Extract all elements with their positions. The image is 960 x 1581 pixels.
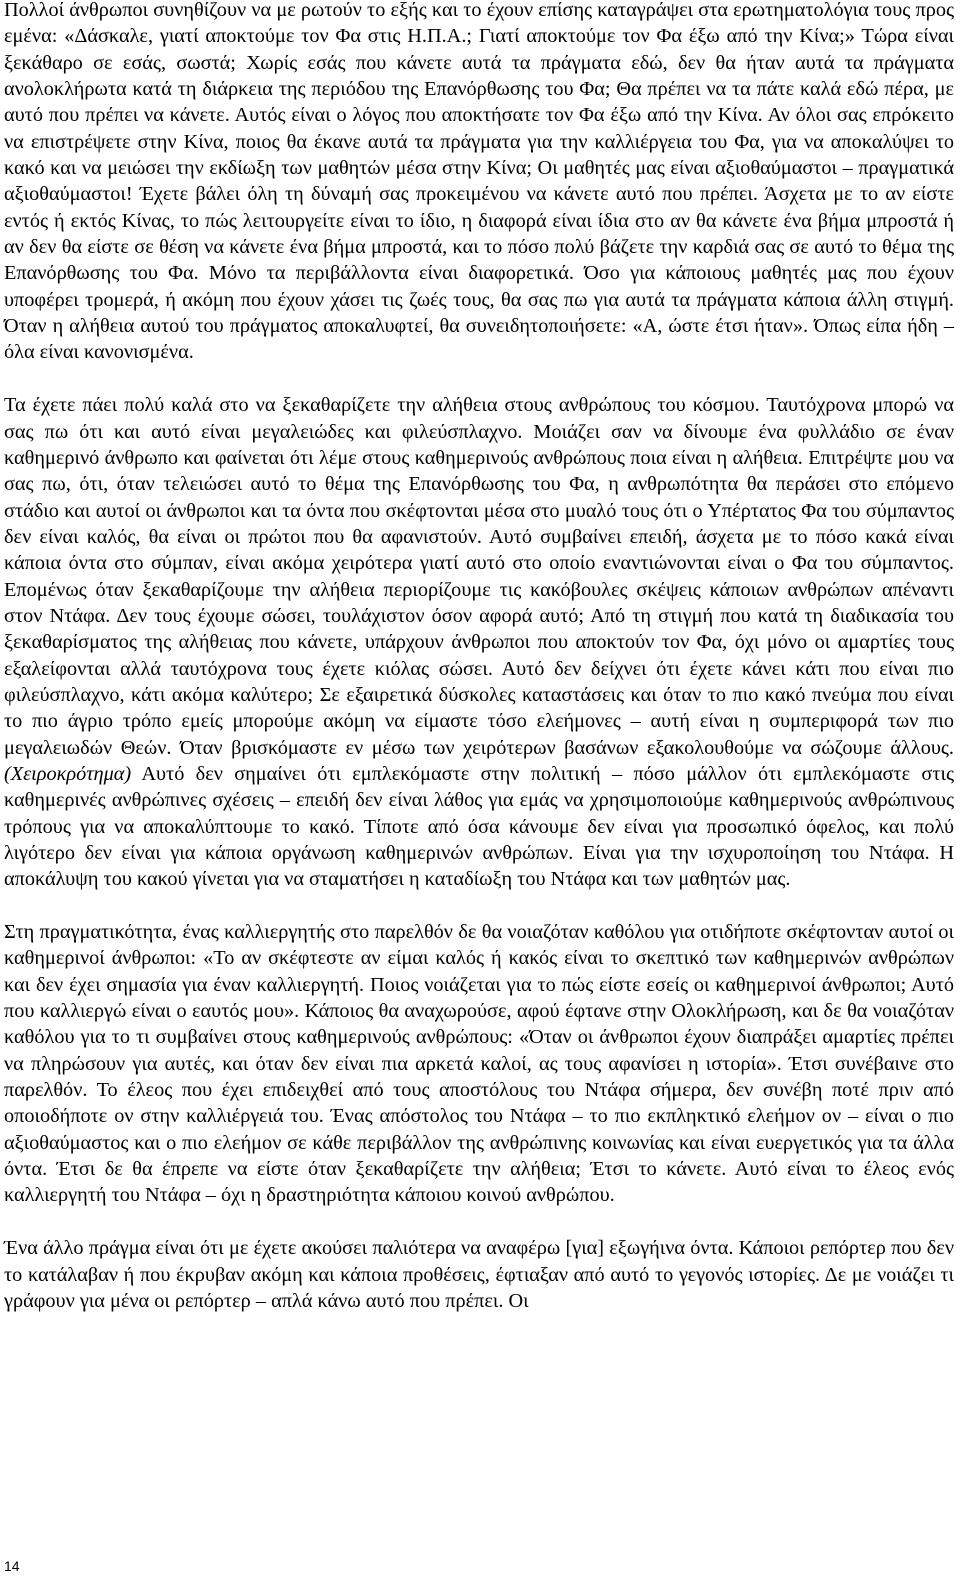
paragraph-text: Αυτό δεν σημαίνει ότι εμπλεκόμαστε στην πολιτική – πόσο μάλλον ότι εμπλεκόμαστε στις καθημερινές ανθρώπινες σχέσεις – επειδή δεν είναι λάθος για εμάς να χρησιμοποιούμε καθημερινούς ανθρώπινους τρόπους για να αποκαλύπτουμε το κακό. Τίποτε από όσα κάνουμε δεν είναι για προσωπικό όφελος, και πολύ λιγότερο δεν είναι για κάποια οργάνωση καθημερινών ανθρώπων. Είναι για την ισχυροποίηση του Ντάφα. Η αποκάλυψη του κακού γίνεται για να σταματήσει η καταδίωξη του Ντάφα και των μαθητών μας.: [4, 762, 954, 891]
paragraph: [4, 392, 954, 893]
paragraph-text: Στη πραγματικότητα, ένας καλλιεργητής στο παρελθόν δε θα νοιαζόταν καθόλου για οτιδήποτε σκέφτονταν αυτοί οι καθημερινοί άνθρωποι: «Το αν σκέφτεστε αν είμαι καλός ή κακός είναι το σκεπτικό των καθημερινών ανθρώπων και δεν έχει σημασία για έναν καλλιεργητή. Ποιος νοιάζεται για το πώς είστε εσείς οι καθημερινοί άνθρωποι; Αυτό που καλλιεργώ είναι ο εαυτός μου». Κάποιος θα αναχωρούσε, αφού έφτανε στην Ολοκλήρωση, και δε θα νοιαζόταν καθόλου για το τι συμβαίνει στους καθημερινούς ανθρώπους: «Όταν οι άνθρωποι έχουν διαπράξει αμαρτίες πρέπει να πληρώσουν για αυτές, και όταν δεν είναι πια αρκετά καλοί, ας τους αφανίσει η ιστορία». Έτσι συνέβαινε στο παρελθόν. Το έλεος που έχει επιδειχθεί από τους αποστόλους του Ντάφα σήμερα, δεν συνέβη ποτέ πριν από οποιοδήποτε ον στην καλλιέργειά του. Ένας απόστολος του Ντάφα – το πιο εκπληκτικό ελεήμον ον – είναι ο πιο αξιοθαύμαστος και ο πιο ελεήμον σε κάθε περιβάλλον της ανθρώπινης κοινωνίας και είναι ευεργετικός για τα άλλα όντα. Έτσι δε θα έπρεπε να είστε όταν ξεκαθαρίζετε την αλήθεια; Έτσι το κάνετε. Αυτό είναι το έλεος ενός καλλιεργητή του Ντάφα – όχι η δραστηριότητα κάποιου κοινού ανθρώπου.: [4, 921, 954, 1207]
paragraph: [4, 1235, 954, 1314]
paragraph: [4, 919, 954, 1209]
document-page: [4, 0, 954, 1314]
paragraph-text: Τα έχετε πάει πολύ καλά στο να ξεκαθαρίζετε την αλήθεια στους ανθρώπους του κόσμου. Ταυτόχρονα μπορώ να σας πω ότι και αυτό είναι μεγαλειώδες και φιλεύσπλαχνο. Μοιάζει σαν να δίνουμε ένα φυλλάδιο σε έναν καθημερινό άνθρωπο και φαίνεται ότι λέμε στους καθημερινούς ανθρώπους ποια είναι η αλήθεια. Επιτρέψτε μου να σας πω, ότι, όταν τελειώσει αυτό το θέμα της Επανόρθωσης του Φα, η ανθρωπότητα θα περάσει στο επόμενο στάδιο και αυτοί οι άνθρωποι και τα όντα που σκέφτονται μέσα στο μυαλό τους ότι ο Υπέρτατος Φα του σύμπαντος δεν είναι καλός, θα είναι οι πρώτοι που θα αφανιστούν. Αυτό συμβαίνει επειδή, άσχετα με το πόσο κακά είναι κάποια όντα στο σύμπαν, είναι ακόμα χειρότερα γιατί αυτό στο οποίο εναντιώνονται είναι ο Φα του σύμπαντος. Επομένως όταν ξεκαθαρίζουμε την αλήθεια περιορίζουμε τις κακόβουλες σκέψεις κάποιων ανθρώπων απέναντι στον Ντάφα. Δεν τους έχουμε σώσει, τουλάχιστον όσον αφορά αυτό; Από τη στιγμή που κατά τη διαδικασία του ξεκαθαρίσματος της αλήθειας που κάνετε, υπάρχουν άνθρωποι που αποκτούν τον Φα, όχι μόνο οι αμαρτίες τους εξαλείφονται αλλά ταυτόχρονα τους έχετε κιόλας σώσει. Αυτό δεν δείχνει ότι έχετε κάνει κάτι που είναι πιο φιλεύσπλαχνο, κάτι ακόμα καλύτερο; Σε εξαιρετικά δύσκολες καταστάσεις και όταν το πιο κακό πνεύμα που είναι το πιο άγριο τρόπο εμείς μπορούμε ακόμη να είμαστε τόσο ελεήμονες – αυτή είναι η συμπεριφορά των πιο μεγαλειωδών Θεών. Όταν βρισκόμαστε εν μέσω των χειρότερων βασάνων εξακολουθούμε να σώζουμε άλλους.: [4, 394, 954, 759]
paragraph-text: Ένα άλλο πράγμα είναι ότι με έχετε ακούσει παλιότερα να αναφέρω [για] εξωγήινα όντα. Κάποιοι ρεπόρτερ που δεν το κατάλαβαν ή που έκρυβαν ακόμη και κάποια προθέσεις, έφτιαξαν από αυτό το γεγονός ιστορίες. Δε με νοιάζει τι γράφουν για μένα οι ρεπόρτερ – απλά κάνω αυτό που πρέπει. Οι: [4, 1237, 954, 1312]
paragraph: [4, 0, 954, 366]
page-number: 14: [4, 1558, 20, 1574]
paragraph-text: Πολλοί άνθρωποι συνηθίζουν να με ρωτούν το εξής και το έχουν επίσης καταγράψει στα ερωτηματολόγια τους προς εμένα: «Δάσκαλε, γιατί αποκτούμε τον Φα στις Η.Π.Α.; Γιατί αποκτούμε τον Φα έξω από την Κίνα;» Τώρα είναι ξεκάθαρο σε εσάς, σωστά; Χωρίς εσάς που κάνετε αυτά τα πράγματα εδώ, δεν θα ήταν αυτά τα πράγματα ανολοκλήρωτα κατά τη διάρκεια της περιόδου της Επανόρθωσης του Φα; Θα πρέπει να τα πάτε καλά εδώ πέρα, με αυτό που πρέπει να κάνετε. Αυτός είναι ο λόγος που αποκτήσατε τον Φα έξω από την Κίνα. Αν όλοι σας επρόκειτο να επιστρέψετε στην Κίνα, ποιος θα έκανε αυτά τα πράγματα για την καλλιέργεια του Φα, για να αποκαλύψει το κακό και να μειώσει την εκδίωξη των μαθητών μέσα στην Κίνα; Οι μαθητές μας είναι αξιοθαύμαστοι – πραγματικά αξιοθαύμαστοι! Έχετε βάλει όλη τη δύναμή σας προκειμένου να κάνετε αυτό που πρέπει. Άσχετα με το αν είστε εντός ή εκτός Κίνας, το πώς λειτουργείτε είναι το ίδιο, η διαφορά είναι ίδια στο αν θα κάνετε ένα βήμα μπροστά ή αν δεν θα είστε σε θέση να κάνετε ένα βήμα μπροστά, και το πόσο πολύ βάζετε την καρδιά σας σε αυτό το θέμα της Επανόρθωσης του Φα. Μόνο τα περιβάλλοντα είναι διαφορετικά. Όσο για κάποιους μαθητές μας που έχουν υποφέρει τρομερά, ή ακόμη που έχουν χάσει τις ζωές τους, θα σας πω για αυτά τα πράγματα κάποια άλλη στιγμή. Όταν η αλήθεια αυτού του πράγματος αποκαλυφτεί, θα συνειδητοποιήσετε: «Α, ώστε έτσι ήταν». Όπως είπα ήδη – όλα είναι κανονισμένα.: [4, 0, 954, 364]
italic-annotation: (Χειροκρότημα): [4, 762, 132, 785]
document-body: [4, 0, 954, 1314]
